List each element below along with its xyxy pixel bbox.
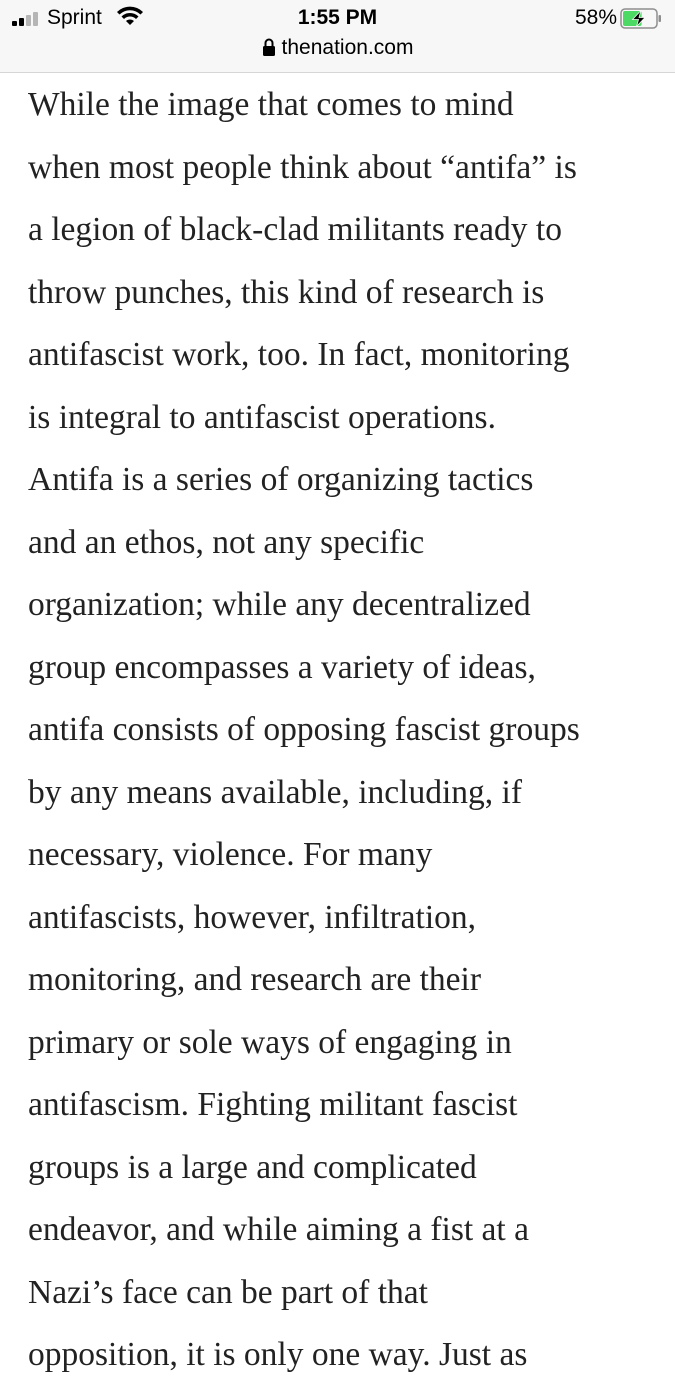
article-paragraph: While the image that comes to mind when most people think about “antifa” is a legion of black-clad militants ready to throw punches, this kind of research is antifascist work, too. In fact, monitoring is integral to antifascist operations. Antifa is a series of organizing tactics and an ethos, not any specific organization; while any decentralized group encompasses a variety of ideas, antifa consists of opposing fascist groups by any means available, including, if necessary, violence. For many antifascists, however, infiltration, monitoring, and research are their primary or sole ways of engaging in antifascism. Fighting militant fascist groups is a large and complicated endeavor, and while aiming a fist at a Nazi’s face can be part of that opposition, it is only one way. Just as: [28, 86, 580, 1373]
lock-icon: [262, 37, 276, 57]
status-bar: [0, 0, 675, 73]
article-body[interactable]: [0, 73, 675, 1373]
url-domain: thenation.com: [281, 36, 414, 59]
battery-percentage: 58%: [574, 6, 617, 29]
carrier-name: Sprint: [47, 6, 102, 29]
url-bar[interactable]: [0, 33, 675, 63]
clock-time: 1:55 PM: [297, 6, 378, 29]
battery-charging-icon: [620, 8, 662, 29]
